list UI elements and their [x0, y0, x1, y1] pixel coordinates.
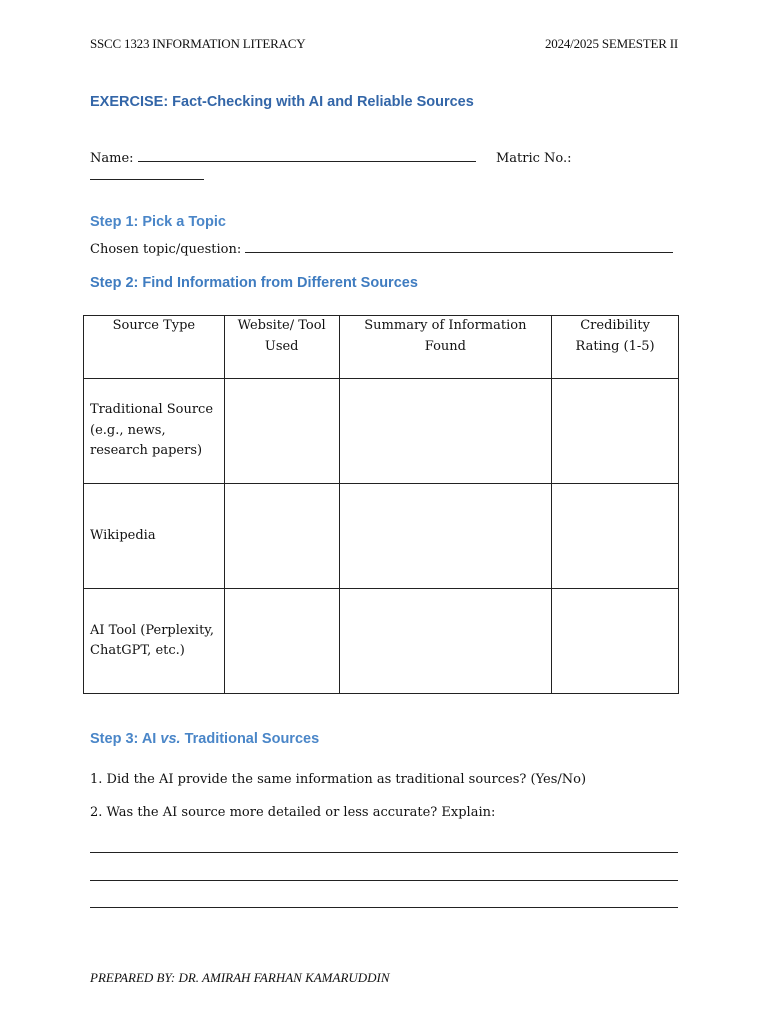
step3-heading — [90, 731, 319, 747]
matric-label: Matric No.: — [495, 151, 572, 166]
table-row — [84, 484, 679, 589]
summary-cell[interactable] — [339, 589, 552, 694]
identity-row — [90, 148, 680, 184]
name-label: Name: — [90, 151, 134, 166]
rating-cell[interactable] — [552, 379, 679, 484]
summary-cell[interactable] — [339, 484, 552, 589]
header-website: Website/ Tool Used — [224, 316, 339, 379]
source-type-cell: AI Tool (Perplexity, ChatGPT, etc.) — [84, 589, 225, 694]
course-code-header: SSCC 1323 INFORMATION LITERACY — [90, 36, 306, 51]
semester-header: 2024/2025 SEMESTER II — [544, 36, 678, 51]
sources-table — [83, 315, 679, 694]
table-row — [84, 379, 679, 484]
summary-cell[interactable] — [339, 379, 552, 484]
source-type-cell: Traditional Source (e.g., news, research papers) — [84, 379, 225, 484]
rating-cell[interactable] — [552, 589, 679, 694]
step1-heading: Step 1: Pick a Topic — [90, 214, 226, 230]
step3-heading-suffix: Traditional Sources — [180, 731, 320, 747]
topic-field[interactable] — [245, 239, 673, 253]
topic-label: Chosen topic/question: — [90, 242, 242, 257]
header-source-type: Source Type — [84, 316, 225, 379]
exercise-title: EXERCISE: Fact-Checking with AI and Reliable Sources — [90, 94, 474, 110]
source-type-cell: Wikipedia — [84, 484, 225, 589]
matric-field[interactable] — [90, 166, 204, 180]
website-cell[interactable] — [224, 484, 339, 589]
name-field[interactable] — [138, 148, 476, 162]
answer-line[interactable] — [90, 880, 678, 881]
step3-heading-prefix: Step 3: AI — [90, 731, 161, 747]
header-summary: Summary of Information Found — [339, 316, 552, 379]
answer-line[interactable] — [90, 907, 678, 908]
table-row — [84, 589, 679, 694]
step3-heading-vs: vs. — [160, 731, 181, 747]
table-header-row — [84, 316, 679, 379]
website-cell[interactable] — [224, 589, 339, 694]
question-1: 1. Did the AI provide the same information as traditional sources? (Yes/No) — [90, 772, 587, 787]
rating-cell[interactable] — [552, 484, 679, 589]
prepared-by-footer: PREPARED BY: DR. AMIRAH FARHAN KAMARUDDIN — [90, 970, 390, 985]
question-2: 2. Was the AI source more detailed or less accurate? Explain: — [90, 805, 496, 820]
header-rating: Credibility Rating (1-5) — [552, 316, 679, 379]
answer-line[interactable] — [90, 852, 678, 853]
step2-heading: Step 2: Find Information from Different Sources — [90, 275, 418, 291]
website-cell[interactable] — [224, 379, 339, 484]
topic-row — [90, 239, 673, 257]
